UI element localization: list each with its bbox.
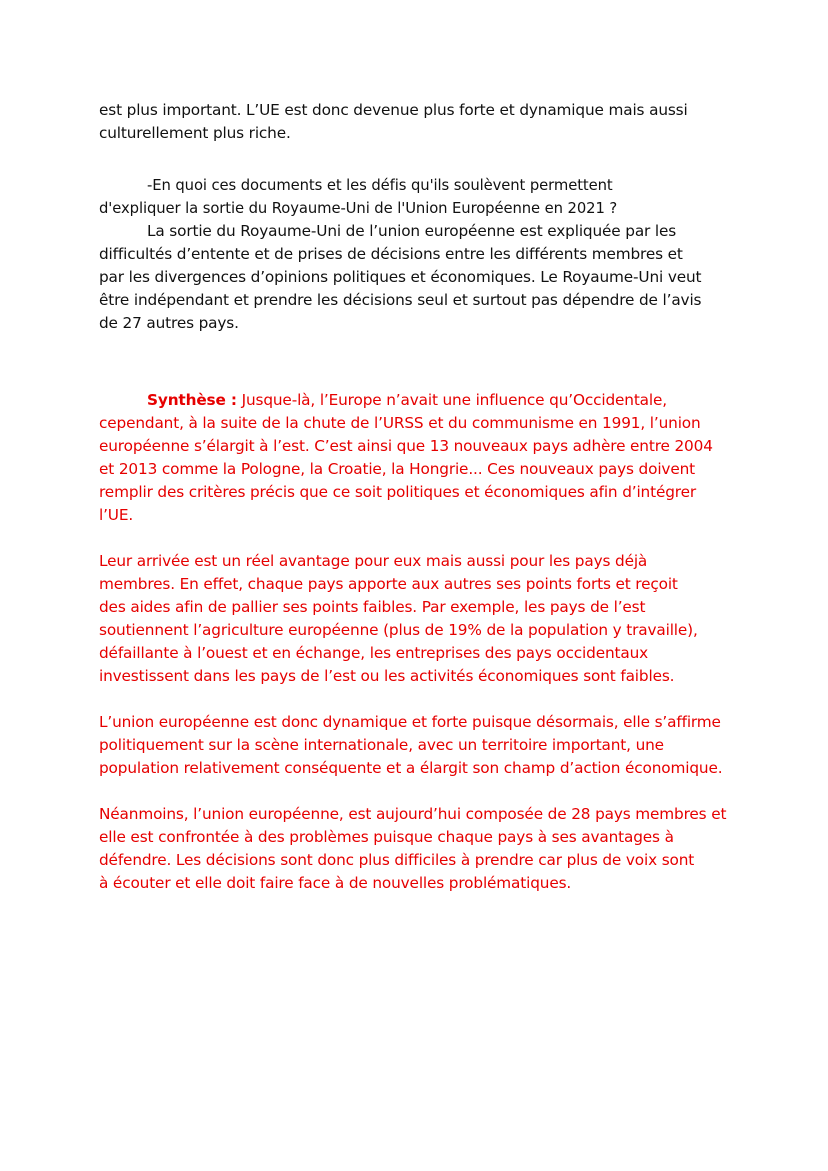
text-line: investissent dans les pays de l’est ou les activités économiques sont faibles. bbox=[99, 667, 675, 685]
text-line: l’UE. bbox=[99, 506, 134, 524]
document-page bbox=[99, 99, 739, 895]
synthesis-paragraph-1 bbox=[99, 389, 739, 527]
text-line: remplir des critères précis que ce soit politiques et économiques afin d’intégrer bbox=[99, 483, 696, 501]
text-line: difficultés d’entente et de prises de décisions entre les différents membres et bbox=[99, 245, 683, 263]
question-paragraph bbox=[99, 174, 739, 220]
text-line: européenne s’élargit à l’est. C’est ainsi que 13 nouveaux pays adhère entre 2004 bbox=[99, 437, 713, 455]
synthesis-first-line bbox=[99, 389, 739, 412]
text-line: population relativement conséquente et a élargit son champ d’action économique. bbox=[99, 759, 723, 777]
text-line: culturellement plus riche. bbox=[99, 124, 291, 142]
synthesis-paragraph-4 bbox=[99, 803, 739, 895]
text-line: défendre. Les décisions sont donc plus difficiles à prendre car plus de voix sont bbox=[99, 851, 695, 869]
text-line: elle est confrontée à des problèmes puisque chaque pays à ses avantages à bbox=[99, 828, 674, 846]
text-line: La sortie du Royaume-Uni de l’union européenne est expliquée par les bbox=[147, 222, 677, 240]
text-line: défaillante à l’ouest et en échange, les entreprises des pays occidentaux bbox=[99, 644, 649, 662]
text-line: L’union européenne est donc dynamique et forte puisque désormais, elle s’affirme bbox=[99, 713, 721, 731]
synthesis-paragraph-3 bbox=[99, 711, 739, 780]
text-line: soutiennent l’agriculture européenne (plus de 19% de la population y travaille), bbox=[99, 621, 698, 639]
synthesis-label: Synthèse : bbox=[147, 391, 237, 409]
answer-paragraph bbox=[99, 220, 739, 335]
text-line: de 27 autres pays. bbox=[99, 314, 239, 332]
intro-paragraph bbox=[99, 99, 739, 145]
text-line: est plus important. L’UE est donc devenue plus forte et dynamique mais aussi bbox=[99, 101, 688, 119]
question-line: -En quoi ces documents et les défis qu'ils soulèvent permettent bbox=[147, 177, 613, 194]
text-line: et 2013 comme la Pologne, la Croatie, la Hongrie... Ces nouveaux pays doivent bbox=[99, 460, 695, 478]
question-line: d'expliquer la sortie du Royaume-Uni de l'Union Européenne en 2021 ? bbox=[99, 200, 618, 217]
text-line: des aides afin de pallier ses points faibles. Par exemple, les pays de l’est bbox=[99, 598, 646, 616]
synthesis-paragraph-2 bbox=[99, 550, 739, 688]
text-line: cependant, à la suite de la chute de l’URSS et du communisme en 1991, l’union bbox=[99, 414, 701, 432]
text-line: politiquement sur la scène internationale, avec un territoire important, une bbox=[99, 736, 664, 754]
text-line: Néanmoins, l’union européenne, est aujourd’hui composée de 28 pays membres et bbox=[99, 805, 727, 823]
synthesis-first-line-text: Jusque-là, l’Europe n’avait une influence qu’Occidentale, bbox=[236, 391, 667, 409]
text-line: à écouter et elle doit faire face à de nouvelles problématiques. bbox=[99, 874, 572, 892]
text-line: membres. En effet, chaque pays apporte aux autres ses points forts et reçoit bbox=[99, 575, 678, 593]
text-line: par les divergences d’opinions politiques et économiques. Le Royaume-Uni veut bbox=[99, 268, 702, 286]
text-line: Leur arrivée est un réel avantage pour eux mais aussi pour les pays déjà bbox=[99, 552, 648, 570]
text-line: être indépendant et prendre les décisions seul et surtout pas dépendre de l’avis bbox=[99, 291, 702, 309]
